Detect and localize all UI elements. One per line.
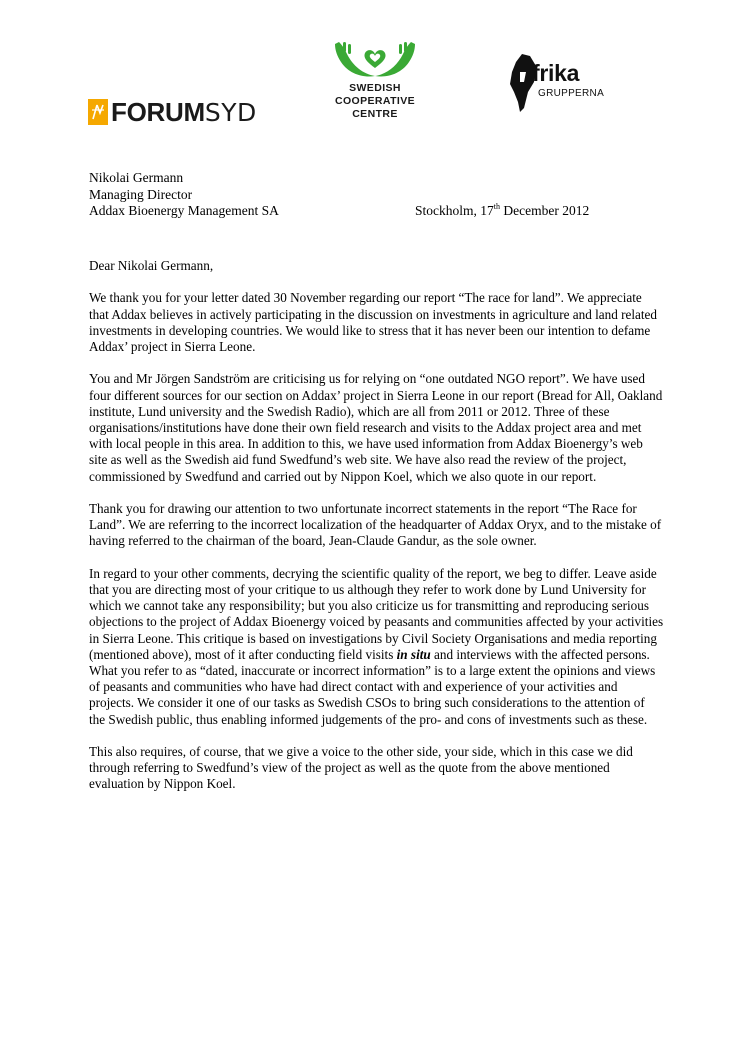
scc-line-2: COOPERATIVE (334, 95, 416, 107)
paragraph-4-emphasis: in situ (396, 646, 431, 662)
recipient-company: Addax Bioenergy Management SA (89, 203, 279, 218)
paragraph-4-before: In regard to your other comments, decrying the scientific quality of the report, we beg to differ. Leave aside that you are directing most of your critique to us although they refer to work done by Lund University for which we cannot take any responsibility; but you also criticize us for transmitting and reproducing serious objections to the project of Addax Bioenergy voiced by peasants and communities affected by your activities in Sierra Leone. This critique is based on investigations by Civil Society Organisations and media reporting (mentioned above), most of it after conducting field visits (89, 565, 664, 662)
paragraph-3: Thank you for drawing our attention to two unfortunate incorrect statements in the report “The Race for Land”. We are referring to the incorrect localization of the headquarter of Addax Oryx, and to the mistake of having referred to the chairman of the board, Jean-Claude Gandur, as the sole owner. (89, 501, 662, 549)
paragraph-1: We thank you for your letter dated 30 November regarding our report “The race for land”. We appreciate that Addax believes in actively participating in the discussion on investments in agriculture and land related investments in developing countries. We would like to stress that it has never been our intention to defame Addax’ project in Sierra Leone. (89, 290, 658, 354)
forum-syd-bold-text: FORUM (111, 96, 205, 127)
paragraph-4 (89, 566, 664, 728)
recipient-name: Nikolai Germann (89, 170, 184, 185)
swedish-cooperative-centre-logo (320, 40, 430, 121)
salutation: Dear Nikolai Germann, (89, 258, 214, 273)
letterhead-logos (0, 0, 746, 140)
recipient-title: Managing Director (89, 186, 193, 202)
forum-syd-light-text: SYD (204, 97, 257, 127)
afrikagrupperna-sub: GRUPPERNA (538, 88, 605, 99)
paragraph-5: This also requires, of course, that we give a voice to the other side, your side, which in this case we did through referring to Swedfund’s view of the project as well as the quote from the above mentioned evaluation by Nippon Koel. (89, 744, 633, 792)
letter-body (89, 258, 664, 809)
place-date-suffix: December 2012 (500, 203, 590, 218)
scc-line-1: SWEDISH (349, 82, 401, 94)
afrikagrupperna-word: frika (532, 60, 580, 86)
place-date-prefix: Stockholm, 17 (415, 203, 494, 218)
paragraph-2: You and Mr Jörgen Sandström are criticising us for relying on “one outdated NGO report”. We have used four different sources for our section on Addax’ project in Sierra Leone in our report (Bread for All, Oakland institute, Lund university and the Swedish Radio), which are all from 2011 or 2012. Three of these organisations/institutions have done their own field research and visits to the Addax project area and met with local people in this area. In addition to this, we have used information from Addax Bioenergy’s web site as well as the Swedish aid fund Swedfund’s web site. We have also read the review of the project, commissioned by Swedfund and carried out by Nippon Koel, which we also quote in our report. (89, 371, 663, 484)
forum-syd-logo (88, 97, 257, 127)
scc-line-3: CENTRE (352, 108, 398, 120)
recipient-address (89, 170, 279, 220)
afrikagrupperna-logo (508, 52, 618, 114)
hands-heart-icon (333, 40, 417, 82)
date-ordinal-suffix: th (493, 202, 500, 211)
paragraph-4-after: and interviews with the affected persons. What you refer to as “dated, inaccurate or incorrect information” is to a large extent the opinions and views of peasants and communities who have had direct contact with and experience of your activities and projects. We consider it one of our tasks as Swedish CSOs to bring such considerations to the attention of the Swedish public, thus enabling informed judgements of the pro- and cons of investments such as these. (89, 646, 656, 727)
place-and-date (415, 203, 589, 220)
forum-syd-mark-icon (88, 99, 108, 125)
